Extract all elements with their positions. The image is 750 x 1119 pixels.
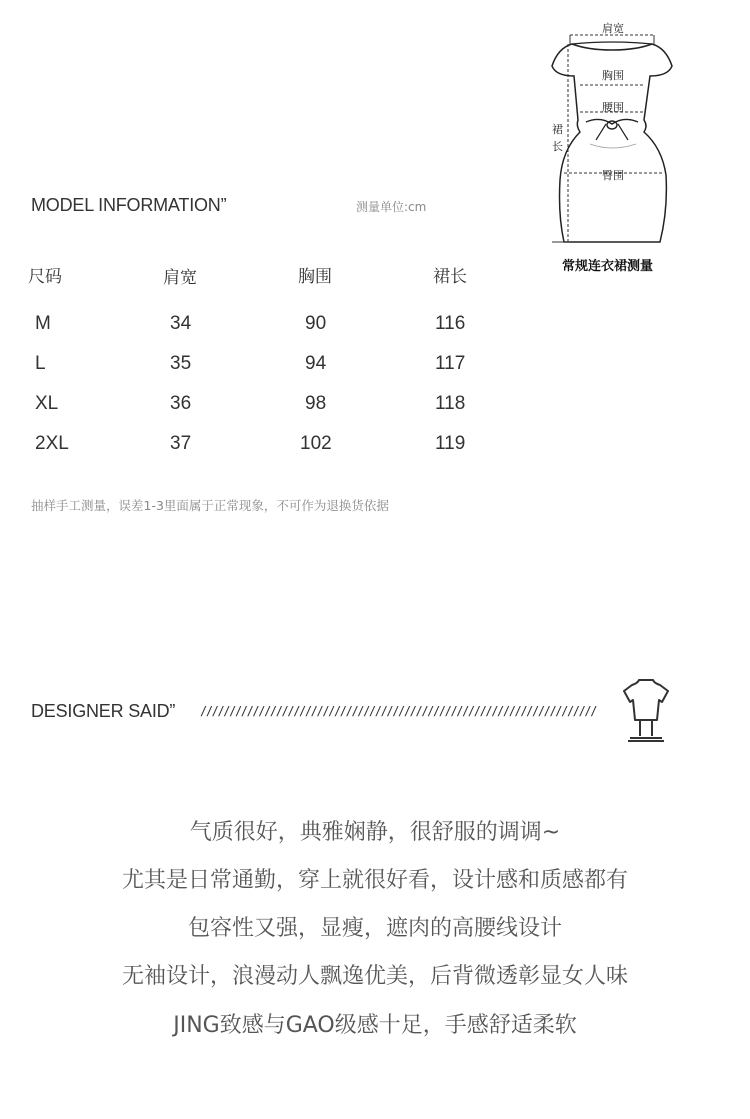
hip-label: 臀围 [602,169,624,182]
cell-chest: 98 [305,393,327,414]
diagram-caption: 常规连衣裙测量 [562,259,654,274]
length-label-1: 裙 [552,123,563,136]
cell-length: 119 [435,433,466,454]
header-shoulder: 肩宽 [163,268,197,288]
model-info-title: MODEL INFORMATION” [31,195,227,215]
description-line: 尤其是日常通勤，穿上就很好看，设计感和质感都有 [121,868,628,893]
cell-shoulder: 34 [170,313,192,334]
cell-shoulder: 35 [170,353,192,374]
chest-label: 胸围 [602,69,624,82]
length-label-2: 长 [552,140,563,153]
cell-chest: 90 [305,313,327,334]
cell-size: XL [35,393,59,414]
mannequin-icon [618,676,674,744]
header-chest: 胸围 [298,267,332,287]
designer-said-title: DESIGNER SAID” [31,701,176,721]
description-line: 包容性又强，显瘦，遮肉的高腰线设计 [187,916,562,941]
measurement-note: 抽样手工测量，误差1-3里面属于正常现象，不可作为退换货依据 [31,498,389,513]
cell-size: M [35,313,51,334]
cell-size: 2XL [35,433,69,454]
dress-outline-icon [540,10,700,250]
unit-label: 测量单位:cm [356,200,427,214]
waist-label: 腰围 [602,101,624,114]
cell-length: 117 [435,353,466,374]
shoulder-label: 肩宽 [602,22,624,35]
decorative-slashes: //////////////////////////////////////////////////////////////////// [200,704,597,718]
header-length: 裙长 [433,267,467,287]
description-line: 气质很好，典雅娴静，很舒服的调调~ [189,820,561,845]
description-line: JING致感与GAO级感十足，手感舒适柔软 [173,1013,577,1038]
description-line: 无袖设计，浪漫动人飘逸优美，后背微透彰显女人味 [121,964,628,989]
header-size: 尺码 [28,267,62,287]
cell-shoulder: 36 [170,393,192,414]
cell-length: 118 [435,393,466,414]
cell-chest: 94 [305,353,327,374]
cell-chest: 102 [300,433,332,454]
cell-shoulder: 37 [170,433,192,454]
measurement-diagram [540,10,700,280]
cell-length: 116 [435,313,466,334]
cell-size: L [35,353,46,374]
